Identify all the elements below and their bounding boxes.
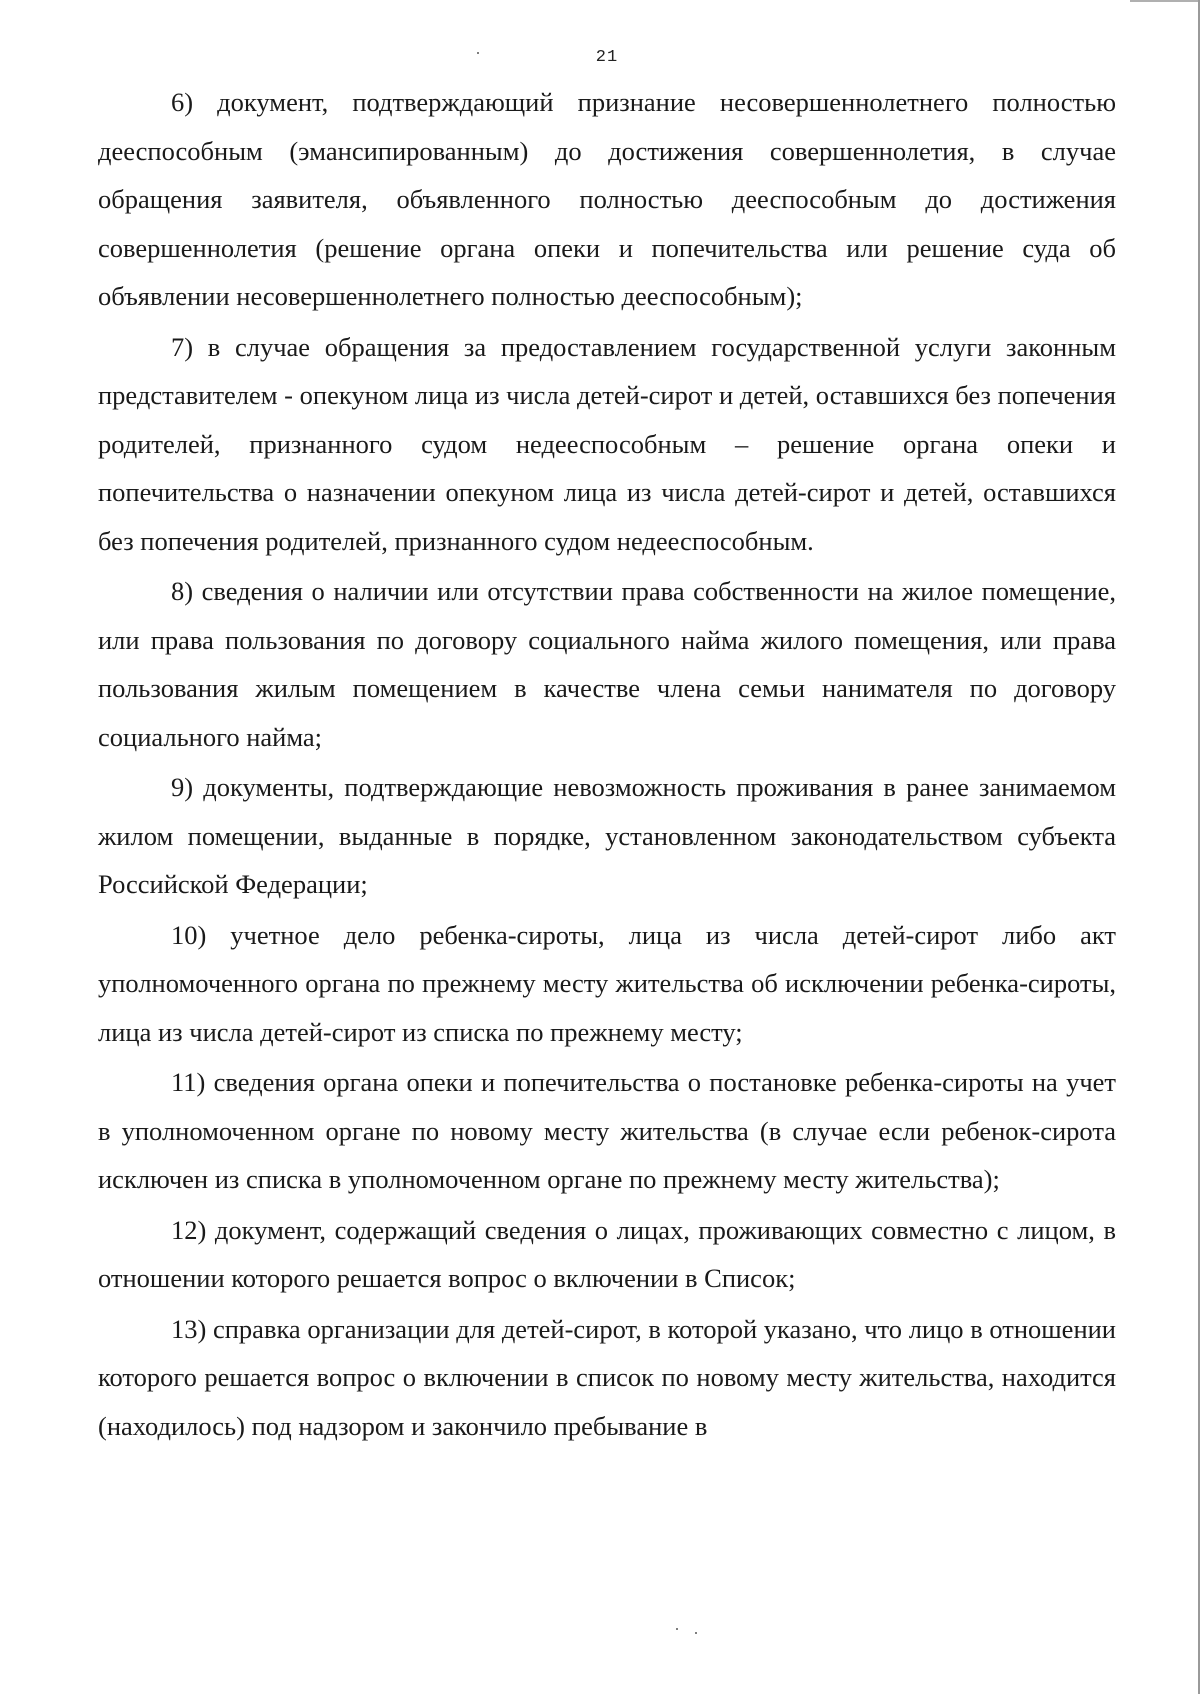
paragraph-item-13: 13) справка организации для детей-сирот, в которой указано, что лицо в отношении которого решается вопрос о включении в список по новому месту жительства, находится (находилось) под надзором и закончило пребывание в <box>98 1313 1116 1441</box>
paragraph-item-11: 11) сведения органа опеки и попечительства о постановке ребенка-сироты на учет в уполномоченном органе по новому месту жительства (в случае если ребенок-сирота исключен из списка в уполномоченном органе по прежнему месту жительства); <box>98 1067 1116 1194</box>
scan-speck <box>676 1628 678 1630</box>
scan-edge-top <box>1130 0 1200 2</box>
paragraph-item-8: 8) сведения о наличии или отсутствии права собственности на жилое помещение, или права пользования по договору социального найма жилого помещения, или права пользования жилым помещением в качестве члена семьи нанимателя по договору социального найма; <box>98 576 1116 752</box>
document-body <box>98 78 1116 1452</box>
paragraph-item-10: 10) учетное дело ребенка-сироты, лица из числа детей-сирот либо акт уполномоченного органа по прежнему месту жительства об исключении ребенка-сироты, лица из числа детей-сирот из списка по прежнему месту; <box>98 919 1116 1047</box>
paragraph-item-7: 7) в случае обращения за предоставлением государственной услуги законным представителем - опекуном лица из числа детей-сирот и детей, оставшихся без попечения родителей, признанного судом недееспособным – решение органа опеки и попечительства о назначении опекуном лица из числа детей-сирот и детей, оставшихся без попечения родителей, признанного судом недееспособным. <box>98 331 1116 556</box>
paragraph-item-12: 12) документ, содержащий сведения о лицах, проживающих совместно с лицом, в отношении которого решается вопрос о включении в Список; <box>98 1214 1116 1293</box>
scan-speck <box>695 1632 697 1634</box>
paragraph-item-9: 9) документы, подтверждающие невозможность проживания в ранее занимаемом жилом помещении, выданные в порядке, установленном законодательством субъекта Российской Федерации; <box>98 772 1116 899</box>
paragraph-item-6: 6) документ, подтверждающий признание несовершеннолетнего полностью дееспособным (эмансипированным) до достижения совершеннолетия, в случае обращения заявителя, объявленного полностью дееспособным до достижения совершеннолетия (решение органа опеки и попечительства или решение суда об объявлении несовершеннолетнего полностью дееспособным); <box>98 87 1116 311</box>
page-number: 21 <box>595 48 619 67</box>
